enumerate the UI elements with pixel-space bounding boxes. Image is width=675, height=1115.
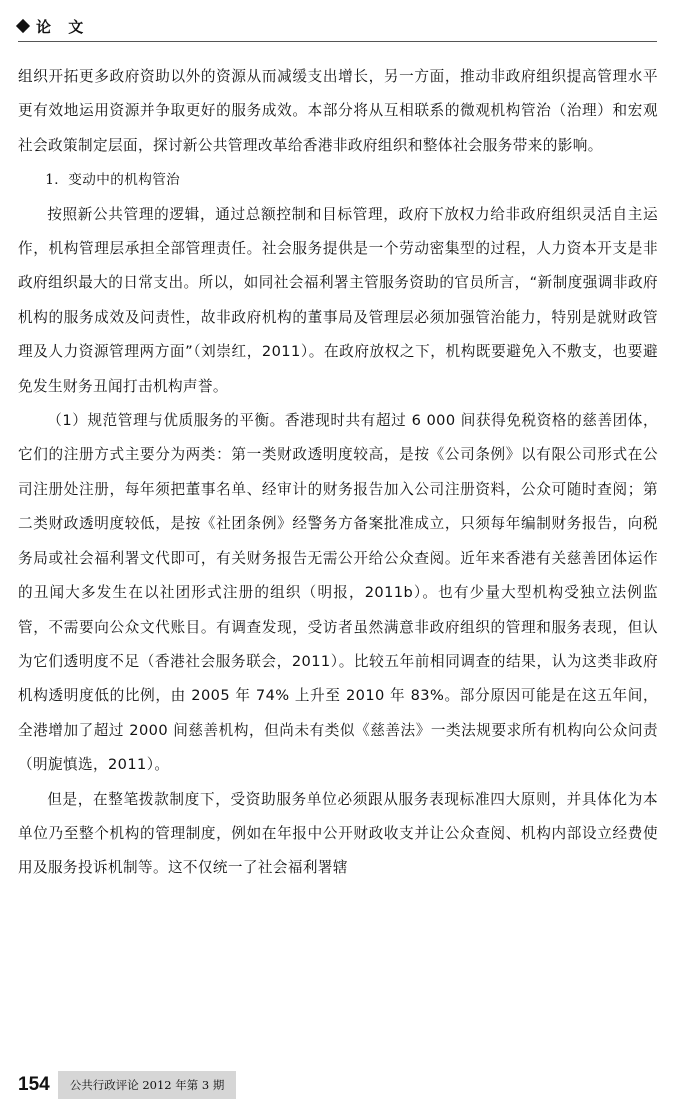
journal-citation: 公共行政评论 2012 年第 3 期 [58, 1071, 237, 1099]
paragraph-continued: 组织开拓更多政府资助以外的资源从而减缓支出增长，另一方面，推动非政府组织提高管理水平更有效地运用资源并争取更好的服务成效。本部分将从互相联系的微观机构管治（治理）和宏观社会政策制定层面，探讨新公共管理改革给香港非政府组织和整体社会服务带来的影响。 [18, 68, 658, 154]
paragraph: 按照新公共管理的逻辑，通过总额控制和目标管理，政府下放权力给非政府组织灵活自主运作，机构管理层承担全部管理责任。社会服务提供是一个劳动密集型的过程，人力资本开支是非政府组织最大的日常支出。所以，如同社会福利署主管服务资助的官员所言，“新制度强调非政府机构的服务成效及问责性，故非政府机构的董事局及管理层必须加强管治能力，特别是就财政管理及人力资源管理两方面”（刘崇红，2011）。在政府放权之下，机构既要避免入不敷支，也要避免发生财务丑闻打击机构声誉。 [18, 205, 658, 395]
diamond-icon [16, 19, 30, 33]
page-footer [18, 1071, 236, 1099]
section-label: 论 文 [36, 17, 90, 36]
page-number: 154 [18, 1074, 50, 1095]
header-rule [18, 41, 657, 42]
running-header [18, 14, 89, 38]
paragraph: 但是，在整笔拨款制度下，受资助服务单位必须跟从服务表现标准四大原则，并具体化为本单位乃至整个机构的管理制度，例如在年报中公开财政收支并让公众查阅、机构内部设立经费使用及服务投诉机制等。这不仅统一了社会福利署辖 [18, 790, 658, 877]
section-heading: 1．变动中的机构管治 [45, 172, 181, 189]
article-body [18, 60, 658, 886]
paragraph: （1）规范管理与优质服务的平衡。香港现时共有超过 6 000 间获得免税资格的慈善团体，它们的注册方式主要分为两类：第一类财政透明度较高，是按《公司条例》以有限公司形式在公司注册处注册，每年须把董事名单、经审计的财务报告加入公司注册资料，公众可随时查阅；第二类财政透明度较低，是按《社团条例》经警务方备案批准成立，只须每年编制财务报告，向税务局或社会福利署文代即可，有关财务报告无需公开给公众查阅。近年来香港有关慈善团体运作的丑闻大多发生在以社团形式注册的组织（明报，2011b）。也有少量大型机构受独立法例监管，不需要向公众文代账目。有调查发现，受访者虽然满意非政府组织的管理和服务表现，但认为它们透明度不足（香港社会服务联会，2011）。比较五年前相同调查的结果，认为这类非政府机构透明度低的比例，由 2005 年 74% 上升至 2010 年 83%。部分原因可能是在这五年间，全港增加了超过 2000 间慈善机构，但尚未有类似《慈善法》一类法规要求所有机构向公众问责（明旎慎选，2011）。 [18, 412, 658, 774]
